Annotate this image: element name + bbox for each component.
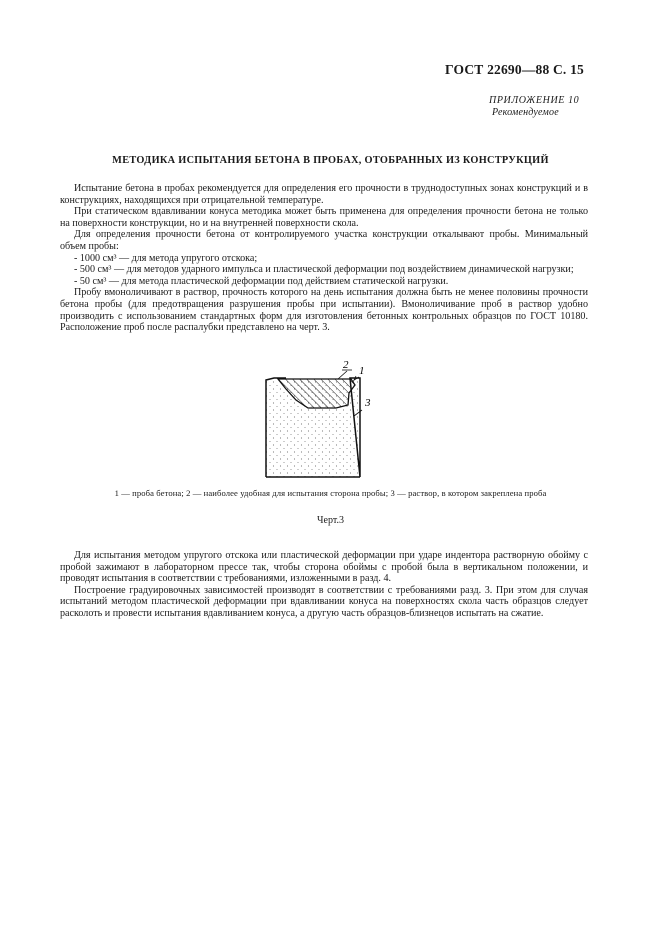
paragraph-1: Испытание бетона в пробах рекомендуется для определения его прочности в труднодоступных зонах конструкций и в конструкциях, находящихся при отрицательной температуре. <box>60 183 588 206</box>
body-text-lower <box>60 550 588 620</box>
document-reference: ГОСТ 22690—88 С. 15 <box>445 62 584 77</box>
appendix-heading <box>489 95 579 119</box>
appendix-note: Рекомендуемое <box>492 107 559 118</box>
figure-label-2: 2 <box>343 359 349 371</box>
body-text-upper <box>60 183 588 334</box>
paragraph-2: При статическом вдавливании конуса методика может быть применена для определения прочности бетона не только на поверхности конструкции, но и на внутренней поверхности скола. <box>60 206 588 229</box>
list-item: - 1000 см³ — для метода упругого отскока; <box>74 252 258 264</box>
appendix-title: ПРИЛОЖЕНИЕ 10 <box>489 95 580 106</box>
paragraph-3: Для определения прочности бетона от контролируемого участка конструкции откалывают пробы. Минимальный объем пробы: <box>60 229 588 252</box>
figure-drawing <box>258 352 378 482</box>
paragraph-4: Пробу вмоноличивают в раствор, прочность которого на день испытания должна быть не менее половины прочности бетона пробы (для предотвращения разрушения пробы при испытании). Вмоноличивание проб в раствор удобно производить с использованием стандартных форм для изготовления бетонных контрольных образцов по ГОСТ 10180. Расположение проб после распалубки представлено на черт. 3. <box>60 287 588 334</box>
figure-3 <box>258 352 378 482</box>
page-title: МЕТОДИКА ИСПЫТАНИЯ БЕТОНА В ПРОБАХ, ОТОБРАННЫХ ИЗ КОНСТРУКЦИЙ <box>112 155 549 166</box>
figure-label-1: 1 <box>359 365 365 377</box>
list-item: - 500 см³ — для методов ударного импульса и пластической деформации под воздействием динамической нагрузки; <box>74 264 574 276</box>
paragraph-5: Для испытания методом упругого отскока или пластической деформации при ударе индентора растворную обойму с пробой зажимают в лабораторном прессе так, чтобы сторона обоймы с пробой была в вертикальном положении, и проводят испытания в соответствии с требованиями, изложенными в разд. 4. <box>60 550 588 585</box>
figure-label-3: 3 <box>365 397 371 409</box>
list-item: - 50 см³ — для метода пластической деформации под действием статической нагрузки. <box>74 275 449 287</box>
figure-number: Черт.3 <box>317 515 344 526</box>
paragraph-6: Построение градуировочных зависимостей производят в соответствии с требованиями разд. 3. При этом для случая испытаний методом пластической деформации при вдавливании конуса на поверхностях скола часть образцов следует расколоть и провести испытания вдавливанием конуса, а другую часть образцов-близнецов испытать на сжатие. <box>60 584 588 619</box>
figure-caption: 1 — проба бетона; 2 — наиболее удобная для испытания сторона пробы; 3 — раствор, в котором закреплена проба <box>114 488 547 498</box>
